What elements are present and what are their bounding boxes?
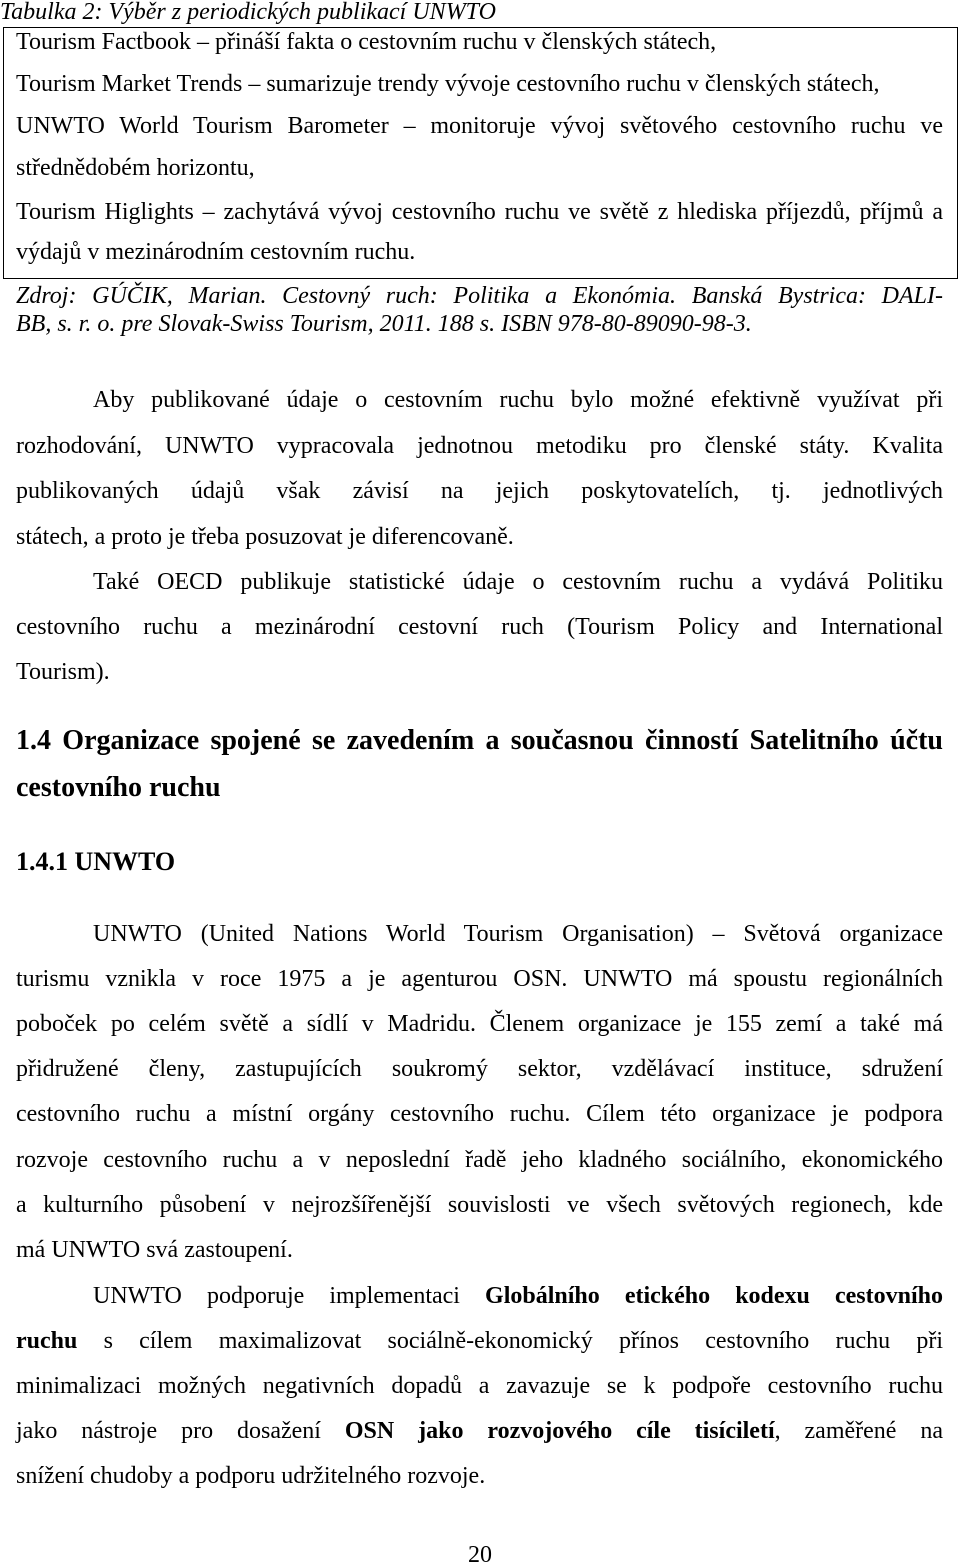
bold-phrase: Globálního etického kodexu cestovního <box>485 1283 943 1309</box>
paragraph-line: a kulturního působení v nejrozšířenější souvislosti ve všech světových regionech, kde <box>16 1192 943 1218</box>
table-line: Tourism Factbook – přináší fakta o cestovním ruchu v členských státech, <box>16 29 717 55</box>
text-span: jako nástroje pro dosažení <box>16 1418 345 1444</box>
paragraph-line: Také OECD publikuje statistické údaje o cestovním ruchu a vydává Politiku <box>93 569 943 595</box>
paragraph-line <box>16 1416 943 1446</box>
paragraph-line: publikovaných údajů však závisí na jejich poskytovatelích, tj. jednotlivých <box>16 478 943 504</box>
text-span: minimalizaci možných negativních dopadů a zavazuje se k podpoře cestovního ruchu <box>16 1373 943 1399</box>
paragraph-line: turismu vznikla v roce 1975 a je agenturou OSN. UNWTO má spoustu regionálních <box>16 966 943 992</box>
table-line: Tourism Market Trends – sumarizuje trendy vývoje cestovního ruchu v členských státech, <box>16 71 880 97</box>
paragraph-line: cestovního ruchu a místní orgány cestovního ruchu. Cílem této organizace je podpora <box>16 1101 943 1127</box>
paragraph-line: poboček po celém světě a sídlí v Madridu. Členem organizace je 155 zemí a také má <box>16 1011 943 1037</box>
paragraph-line: rozhodování, UNWTO vypracovala jednotnou metodiku pro členské státy. Kvalita <box>16 433 943 459</box>
page-number: 20 <box>468 1542 492 1568</box>
text-span: UNWTO podporuje implementaci <box>93 1283 486 1309</box>
source-line: BB, s. r. o. pre Slovak-Swiss Tourism, 2011. 188 s. ISBN 978-80-89090-98-3. <box>16 311 752 337</box>
table-line: střednědobém horizontu, <box>16 155 255 181</box>
bold-phrase: ruchu <box>16 1328 78 1354</box>
table-caption: Tabulka 2: Výběr z periodických publikací UNWTO <box>0 0 496 25</box>
heading-line: cestovního ruchu <box>16 772 221 803</box>
table-line: UNWTO World Tourism Barometer – monitoruje vývoj světového cestovního ruchu ve <box>16 113 943 139</box>
source-line: Zdroj: GÚČIK, Marian. Cestovný ruch: Politika a Ekonómia. Banská Bystrica: DALI- <box>16 283 943 309</box>
paragraph-line <box>16 1326 943 1356</box>
text-span: snížení chudoby a podporu udržitelného rozvoje. <box>16 1463 486 1489</box>
paragraph-line: Tourism). <box>16 659 110 685</box>
subsection-heading: 1.4.1 UNWTO <box>16 847 176 876</box>
paragraph-line <box>93 1281 943 1311</box>
paragraph-line <box>16 1371 943 1401</box>
heading-line: 1.4 Organizace spojené se zavedením a současnou činností Satelitního účtu <box>16 725 943 756</box>
text-span: , zaměřené na <box>774 1418 943 1444</box>
paragraph-line: cestovního ruchu a mezinárodní cestovní ruch (Tourism Policy and International <box>16 614 943 640</box>
table-line: výdajů v mezinárodním cestovním ruchu. <box>16 239 416 265</box>
bold-phrase: OSN jako rozvojového cíle tisíciletí <box>344 1418 775 1444</box>
paragraph-line: Aby publikované údaje o cestovním ruchu bylo možné efektivně využívat při <box>93 387 943 413</box>
paragraph-line: UNWTO (United Nations World Tourism Organisation) – Světová organizace <box>93 921 943 947</box>
paragraph-line: státech, a proto je třeba posuzovat je diferencovaně. <box>16 524 514 550</box>
publications-table <box>3 27 958 279</box>
paragraph-line <box>16 1461 943 1491</box>
paragraph-line: přidružené členy, zastupujících soukromý sektor, vzdělávací instituce, sdružení <box>16 1056 943 1082</box>
text-span: s cílem maximalizovat sociálně-ekonomický přínos cestovního ruchu při <box>77 1328 943 1354</box>
table-line: Tourism Higlights – zachytává vývoj cestovního ruchu ve světě z hlediska příjezdů, příjmů a <box>16 199 943 225</box>
paragraph-line: má UNWTO svá zastoupení. <box>16 1237 293 1263</box>
paragraph-line: rozvoje cestovního ruchu a v neposlední řadě jeho kladného sociálního, ekonomického <box>16 1147 943 1173</box>
